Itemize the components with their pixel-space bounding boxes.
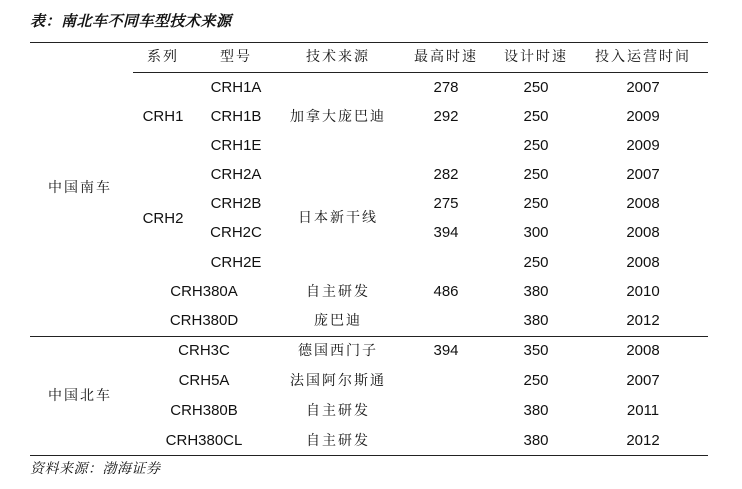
source-note: 资料来源：渤海证券 — [30, 461, 161, 477]
cell-model: CRH2E — [210, 254, 262, 271]
header-model: 型号 — [220, 49, 252, 65]
series-crh1: CRH1 — [142, 108, 184, 125]
cell-design-speed: 380 — [523, 402, 549, 419]
cell-tech-source: 日本新干线 — [298, 210, 378, 226]
cell-tech-source: 自主研发 — [306, 433, 370, 449]
top-rule — [30, 42, 708, 43]
cell-max-speed: 394 — [433, 224, 459, 241]
cell-tech-source: 德国西门子 — [298, 343, 378, 359]
cell-design-speed: 250 — [523, 254, 549, 271]
cell-max-speed: 292 — [433, 108, 459, 125]
cell-design-speed: 250 — [523, 79, 549, 96]
cell-model: CRH1B — [210, 108, 262, 125]
cell-max-speed: 278 — [433, 79, 459, 96]
cell-max-speed: 275 — [433, 195, 459, 212]
group-cnr: 中国北车 — [48, 388, 112, 404]
series-crh2: CRH2 — [142, 210, 184, 227]
header-max-speed: 最高时速 — [414, 49, 478, 65]
cell-service-year: 2008 — [626, 224, 660, 241]
table-title: 表：南北车不同车型技术来源 — [30, 12, 232, 30]
header-rule — [133, 72, 708, 73]
cell-service-year: 2008 — [626, 254, 660, 271]
cell-model: CRH380B — [170, 402, 238, 419]
cell-tech-source: 法国阿尔斯通 — [290, 373, 386, 389]
cell-service-year: 2008 — [626, 342, 660, 359]
cell-design-speed: 250 — [523, 108, 549, 125]
group-divider-rule — [30, 336, 708, 337]
cell-design-speed: 250 — [523, 195, 549, 212]
cell-service-year: 2007 — [626, 79, 660, 96]
cell-tech-source: 庞巴迪 — [314, 313, 362, 329]
cell-model: CRH1E — [210, 137, 262, 154]
header-service-year: 投入运营时间 — [595, 49, 691, 65]
cell-model: CRH380CL — [165, 432, 243, 449]
cell-max-speed: 394 — [433, 342, 459, 359]
cell-design-speed: 380 — [523, 432, 549, 449]
header-design-speed: 设计时速 — [504, 49, 568, 65]
cell-max-speed: 486 — [433, 283, 459, 300]
cell-model: CRH2C — [210, 224, 262, 241]
cell-model: CRH3C — [178, 342, 230, 359]
cell-model: CRH2B — [210, 195, 262, 212]
cell-tech-source: 自主研发 — [306, 403, 370, 419]
cell-tech-source: 自主研发 — [306, 284, 370, 300]
cell-design-speed: 350 — [523, 342, 549, 359]
cell-service-year: 2007 — [626, 372, 660, 389]
cell-service-year: 2009 — [626, 108, 660, 125]
cell-design-speed: 380 — [523, 312, 549, 329]
cell-service-year: 2011 — [626, 402, 660, 419]
cell-design-speed: 380 — [523, 283, 549, 300]
cell-design-speed: 250 — [523, 166, 549, 183]
cell-service-year: 2008 — [626, 195, 660, 212]
cell-model: CRH380A — [170, 283, 238, 300]
cell-design-speed: 250 — [523, 372, 549, 389]
cell-service-year: 2012 — [626, 432, 660, 449]
cell-design-speed: 300 — [523, 224, 549, 241]
cell-service-year: 2007 — [626, 166, 660, 183]
cell-design-speed: 250 — [523, 137, 549, 154]
cell-service-year: 2010 — [626, 283, 660, 300]
cell-model: CRH2A — [210, 166, 262, 183]
cell-model: CRH1A — [210, 79, 262, 96]
header-tech-source: 技术来源 — [306, 49, 370, 65]
cell-model: CRH380D — [169, 312, 239, 329]
cell-service-year: 2009 — [626, 137, 660, 154]
bottom-rule — [30, 455, 708, 456]
header-series: 系列 — [147, 49, 179, 65]
cell-model: CRH5A — [178, 372, 230, 389]
cell-tech-source: 加拿大庞巴迪 — [290, 109, 386, 125]
group-csr: 中国南车 — [48, 180, 112, 196]
cell-max-speed: 282 — [433, 166, 459, 183]
cell-service-year: 2012 — [626, 312, 660, 329]
